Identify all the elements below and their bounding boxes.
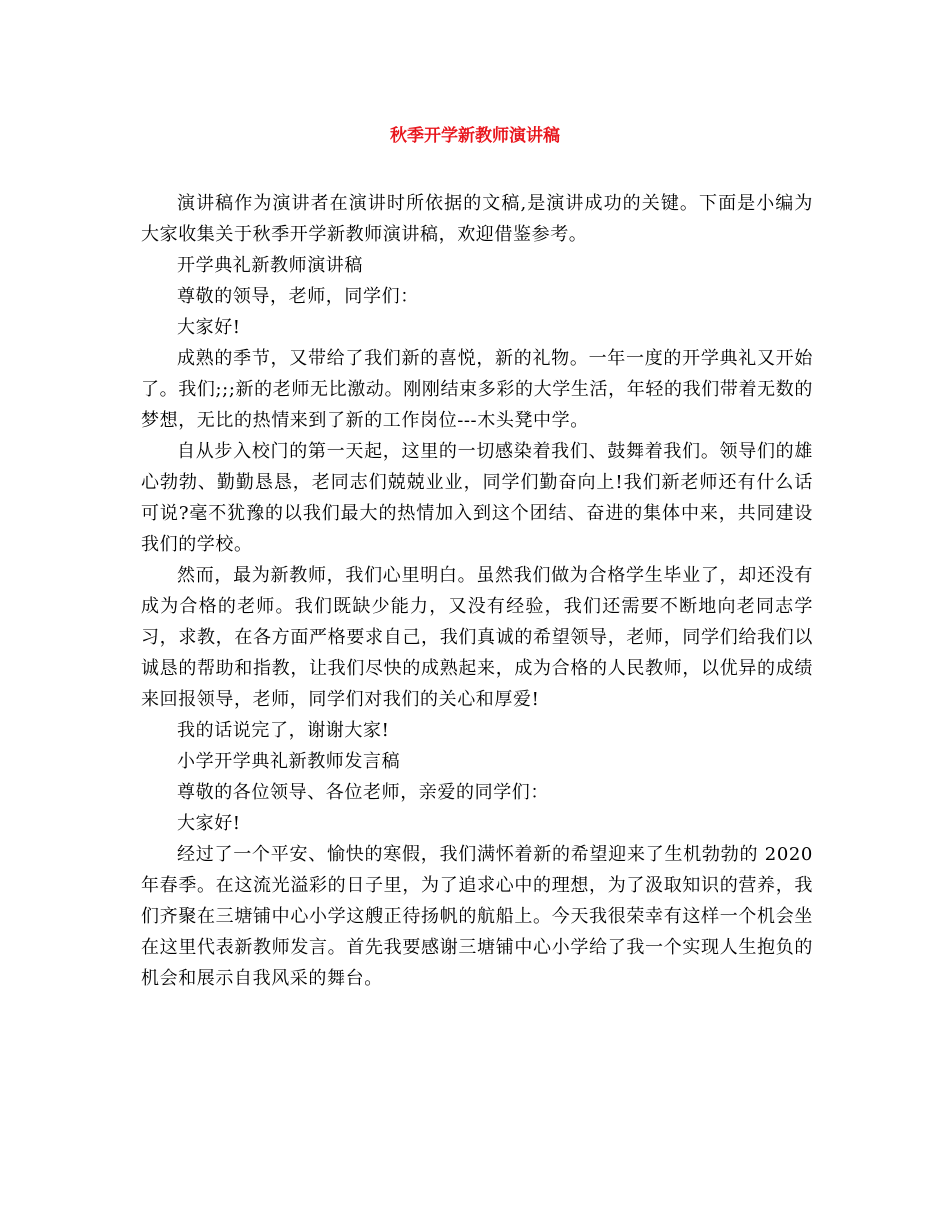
section-heading-primary-school: 小学开学典礼新教师发言稿 [177, 751, 401, 772]
greeting: 大家好! [177, 317, 241, 338]
greeting: 大家好! [177, 813, 241, 834]
salutation: 尊敬的各位领导、各位老师，亲爱的同学们： [177, 782, 549, 803]
document-title: 秋季开学新教师演讲稿 [390, 126, 560, 146]
body-paragraph: 经过了一个平安、愉快的寒假，我们满怀着新的希望迎来了生机勃勃的 2020 年春季。在这流光溢彩的日子里，为了追求心中的理想，为了汲取知识的营养，我们齐聚在三塘铺中心小学这艘正待扬帆的航船上。今天我很荣幸有这样一个机会坐在这里代表新教师发言。首先我要感谢三塘铺中心小学给了我一个实现人生抱负的机会和展示自我风采的舞台。 [141, 844, 813, 989]
body-paragraph: 自从步入校门的第一天起，这里的一切感染着我们、鼓舞着我们。领导们的雄心勃勃、勤勤恳恳，老同志们兢兢业业，同学们勤奋向上!我们新老师还有什么话可说?毫不犹豫的以我们最大的热情加入到这个团结、奋进的集体中来，共同建设我们的学校。 [141, 441, 813, 555]
section-heading-opening-ceremony: 开学典礼新教师演讲稿 [177, 255, 363, 276]
body-paragraph: 然而，最为新教师，我们心里明白。虽然我们做为合格学生毕业了，却还没有成为合格的老师。我们既缺少能力，又没有经验，我们还需要不断地向老同志学习，求教，在各方面严格要求自己，我们真诚的希望领导，老师，同学们给我们以诚恳的帮助和指教，让我们尽快的成熟起来，成为合格的人民教师，以优异的成绩来回报领导，老师，同学们对我们的关心和厚爱! [141, 565, 813, 710]
closing-line: 我的话说完了，谢谢大家! [177, 720, 390, 741]
salutation: 尊敬的领导，老师，同学们： [177, 286, 419, 307]
document-body [141, 188, 813, 994]
intro-paragraph: 演讲稿作为演讲者在演讲时所依据的文稿,是演讲成功的关键。下面是小编为大家收集关于秋季开学新教师演讲稿，欢迎借鉴参考。 [141, 193, 813, 245]
body-paragraph: 成熟的季节，又带给了我们新的喜悦，新的礼物。一年一度的开学典礼又开始了。我们;;;新的老师无比激动。刚刚结束多彩的大学生活，年轻的我们带着无数的梦想，无比的热情来到了新的工作岗位---木头凳中学。 [141, 348, 813, 431]
